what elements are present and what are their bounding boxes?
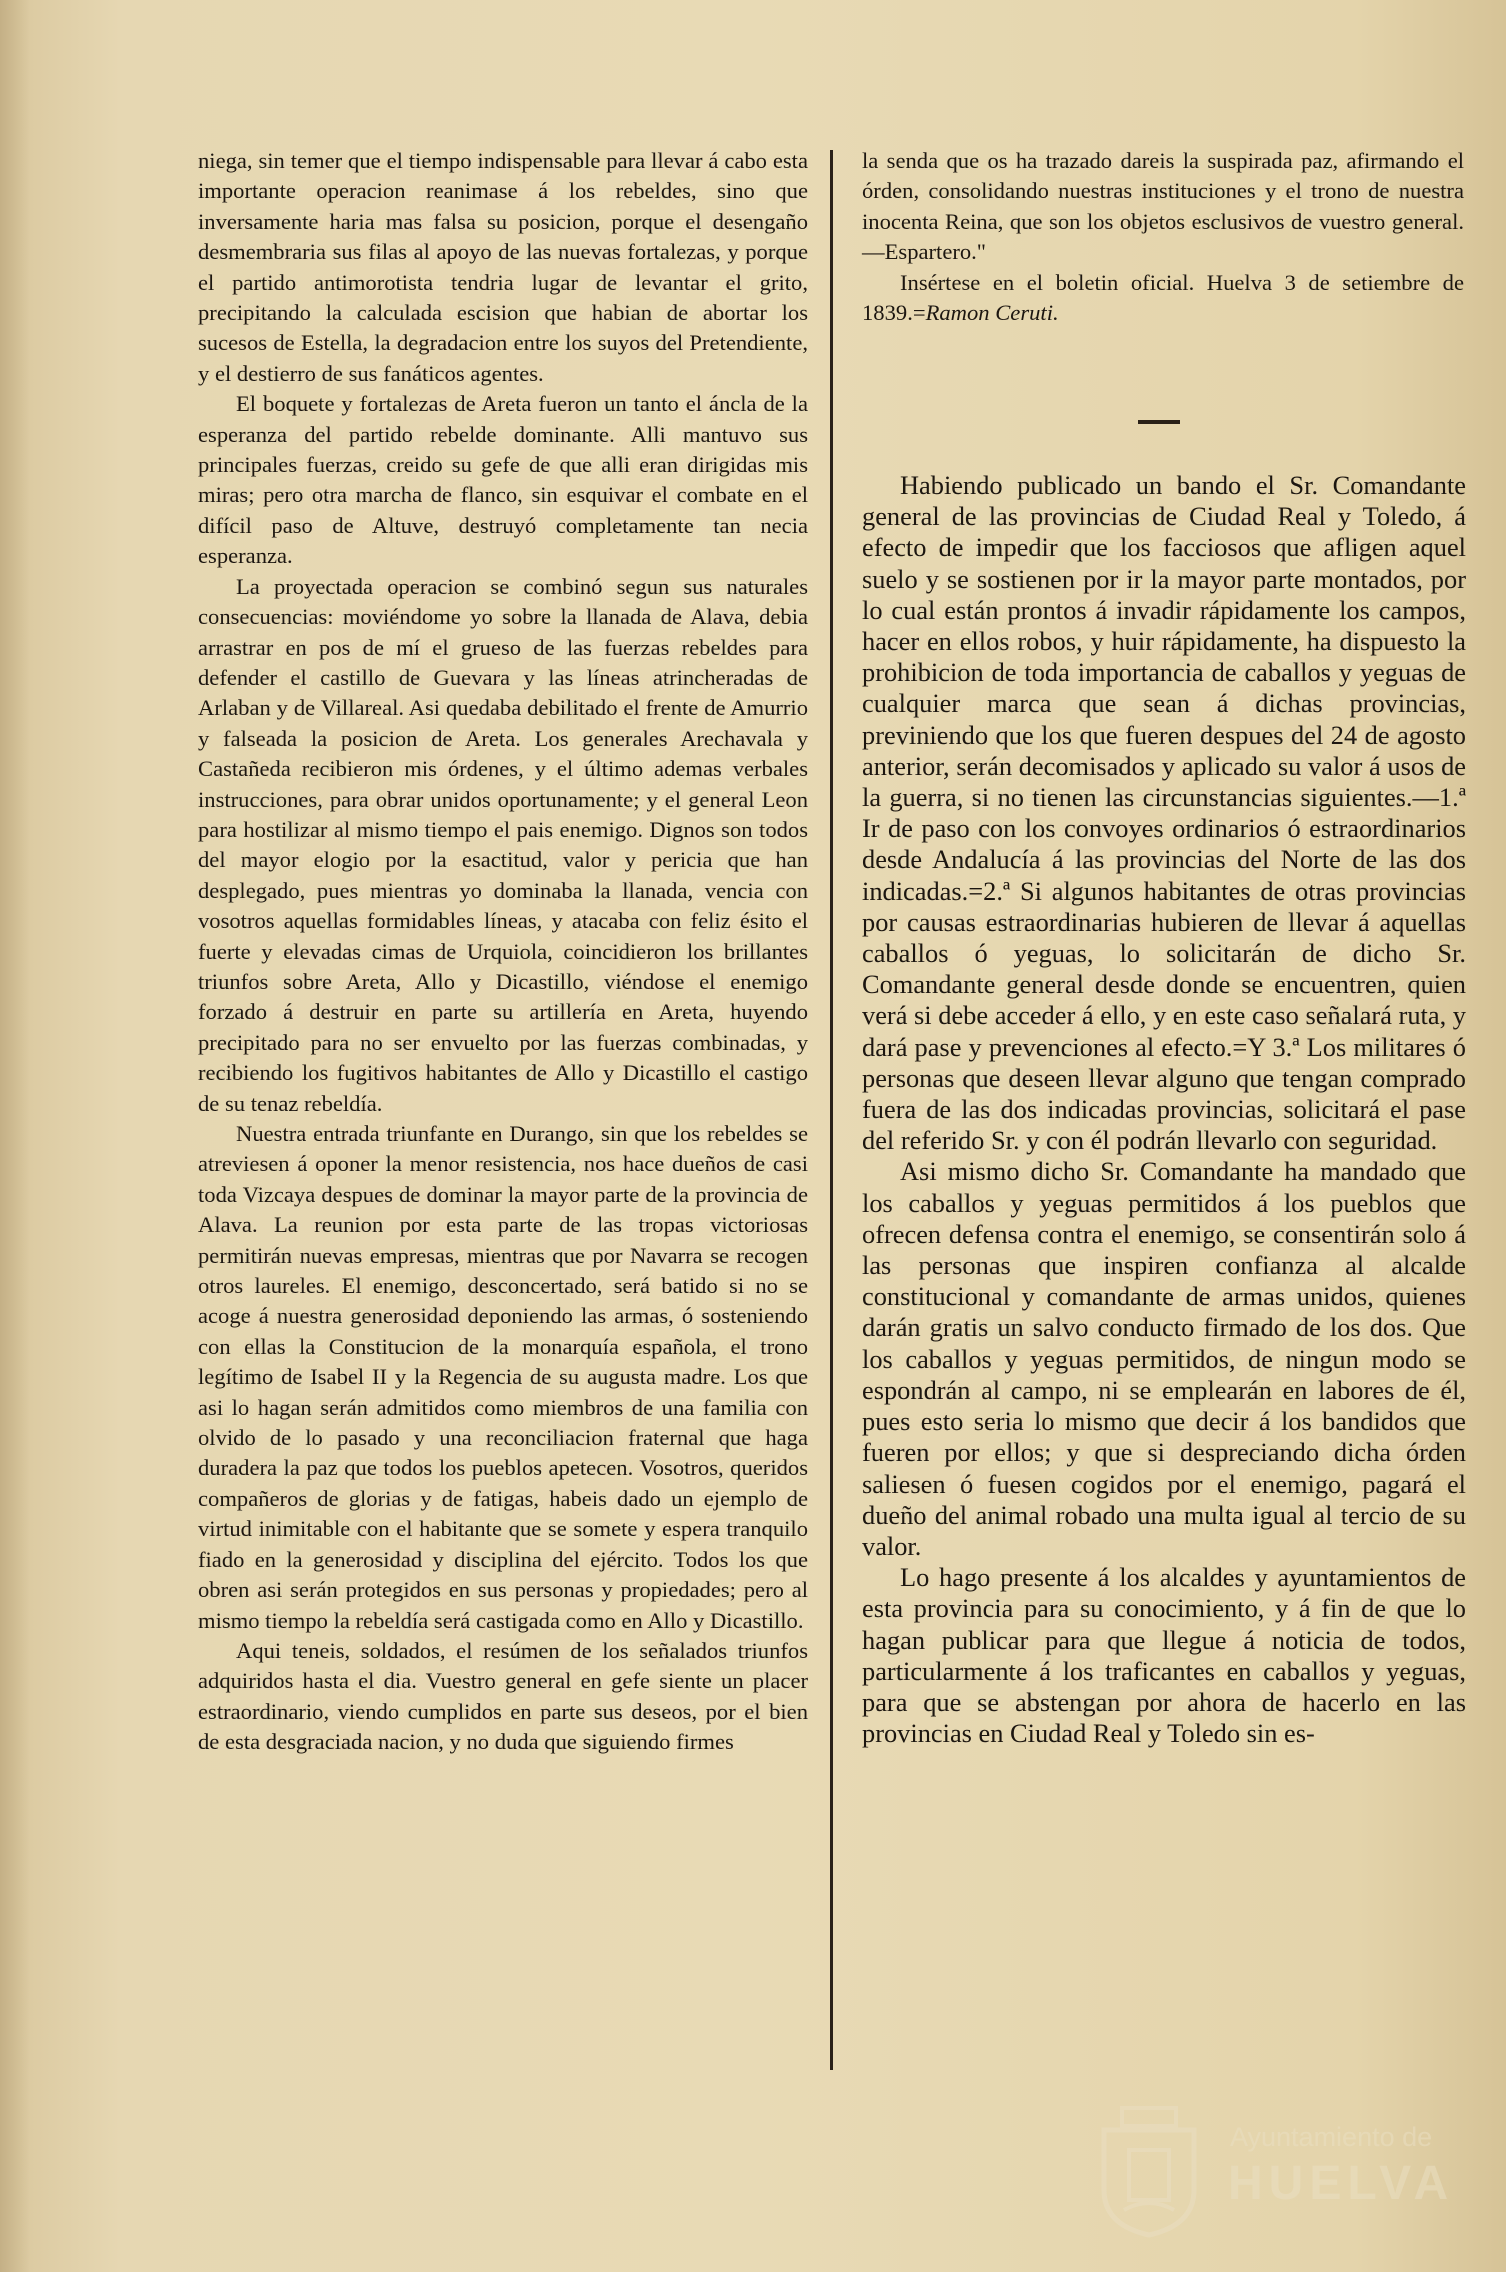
left-paragraph-4: Nuestra entrada triunfante en Durango, sin que los rebeldes se atreviesen á oponer la menor resistencia, nos hace dueños de casi toda Vizcaya despues de dominar la mayor parte de la provincia de Alava. La reunion por esta parte de las tropas victoriosas permitirán nuevas empresas, mientras que por Navarra se recogen otros laureles. El enemigo, desconcertado, será batido si no se acoge á nuestra generosidad deponiendo las armas, ó sosteniendo con ellas la Constitucion de la monarquía española, el trono legítimo de Isabel II y la Regencia de su augusta madre. Los que asi lo hagan serán admitidos como miembros de una familia con olvido de lo pasado y una reconciliacion fraternal que haga duradera la paz que todos los pueblos apetecen. Vosotros, queridos compañeros de glorias y de fatigas, habeis dado un ejemplo de virtud inimitable con el habitante que se somete y espera tranquilo fiado en la generosidad y disciplina del ejército. Todos los que obren asi serán protegidos en sus personas y propiedades; pero al mismo tiempo la rebeldía será castigada como en Allo y Dicastillo. xyxy=(198,1121,808,1633)
left-paragraph-5: Aqui teneis, soldados, el resúmen de los señalados triunfos adquiridos hasta el dia. Vuestro general en gefe siente un placer estraordinario, viendo cumplidos en parte sus deseos, por el bien de esta desgraciada nacion, y no duda que siguiendo firmes xyxy=(198,1637,808,1755)
signature: Ramon Ceruti. xyxy=(925,300,1059,326)
left-column xyxy=(198,146,808,1758)
archive-watermark xyxy=(1084,2100,1454,2240)
left-paragraph-3: La proyectada operacion se combinó segun sus naturales consecuencias: moviéndome yo sobre la llanada de Alava, debia arrastrar en pos de mí el grueso de las fuerzas rebeldes para defender el castillo de Guevara y las líneas atrincheradas de Arlaban y de Villareal. Asi quedaba debilitado el frente de Amurrio y falseada la posicion de Areta. Los generales Arechavala y Castañeda recibieron mis órdenes, y el último ademas verbales instrucciones, para obrar unidos oportunamente; y el general Leon para hostilizar al mismo tiempo el pais enemigo. Dignos son todos del mayor elogio por la esactitud, valor y pericia que han desplegado, pues mientras yo dominaba la llanada, vencia con vosotros aquellas formidables líneas, y atacaba con feliz ésito el fuerte y elevadas cimas de Urquiola, coincidieron los brillantes triunfos sobre Areta, Allo y Dicastillo, viéndose el enemigo forzado á destruir en parte su artillería en Areta, huyendo precipitado para no ser envuelto por las fuerzas combinadas, y recibiendo los fugitivos habitantes de Allo y Dicastillo el castigo de su tenaz rebeldía. xyxy=(198,573,808,1116)
proclamation-ending: la senda que os ha trazado dareis la suspirada paz, afirmando el órden, consolidando nuestras instituciones y el trono de nuestra inocenta Reina, que son los objetos esclusivos de vuestro general.—Espartero." xyxy=(862,148,1464,265)
watermark-line-1: Ayuntamiento de xyxy=(1230,2122,1433,2152)
insertion-order-text: Insértese en el boletin oficial. Huelva 3 de setiembre de 1839.= xyxy=(862,269,1464,326)
decree-paragraph-3: Lo hago presente á los alcaldes y ayuntamientos de esta provincia para su conocimiento, y á fin de que lo hagan publicar para que llegue á noticia de todos, particularmente á los traficantes en caballos y yeguas, para que se abstengan por ahora de hacerlo en las provincias en Ciudad Real y Toledo sin es- xyxy=(862,1562,1466,1749)
column-divider xyxy=(830,150,833,2070)
right-column-top xyxy=(862,146,1464,328)
left-paragraph-2: El boquete y fortalezas de Areta fueron un tanto el áncla de la esperanza del partido rebelde dominante. Alli mantuvo sus principales fuerzas, creido su gefe de que alli eran dirigidas mis miras; pero otra marcha de flanco, sin esquivar el combate en el difícil paso de Altuve, destruyó completamente tan necia esperanza. xyxy=(198,391,808,569)
watermark-line-2: HUELVA xyxy=(1228,2157,1455,2210)
decree-paragraph-2: Asi mismo dicho Sr. Comandante ha mandado que los caballos y yeguas permitidos á los pueblos que ofrecen defensa contra el enemigo, se consentirán solo á las personas que inspiren confianza al alcalde constitucional y comandante de armas unidos, quienes darán gratis un salvo conducto firmado de los dos. Que los caballos y yeguas permitidos, de ningun modo se espondrán al campo, ni se emplearán en labores de él, pues esto seria lo mismo que decir á los bandidos que fueren por ellos; y que si despreciando dicha órden saliesen ó fuesen cogidos por el enemigo, pagará el dueño del animal robado una multa igual al tercio de su valor. xyxy=(862,1156,1466,1561)
binding-shadow xyxy=(0,0,30,2272)
city-coat-of-arms-icon xyxy=(1084,2100,1214,2240)
decree-paragraph-1: Habiendo publicado un bando el Sr. Comandante general de las provincias de Ciudad Real y Toledo, á efecto de impedir que los facciosos que afligen aquel suelo y se sostienen por ir la mayor parte montados, por lo cual están prontos á invadir rápidamente los campos, hacer en ellos robos, y huir rápidamente, ha dispuesto la prohibicion de toda importancia de caballos y yeguas de cualquier marca que sean á dichas provincias, previniendo que los que fueren despues del 24 de agosto anterior, serán decomisados y aplicado su valor á usos de la guerra, si no tienen las circunstancias siguientes.—1.ª Ir de paso con los convoyes ordinarios ó estraordinarios desde Andalucía á las provincias del Norte de las dos indicadas.=2.ª Si algunos habitantes de otras provincias por causas estraordinarias hubieren de llevar á aquellas caballos ó yeguas, lo solicitarán de dicho Sr. Comandante general desde donde se encuentren, quien verá si debe acceder á ello, y en este caso señalará ruta, y dará pase y prevenciones al efecto.=Y 3.ª Los militares ó personas que deseen llevar alguno que tengan comprado fuera de las dos indicadas provincias, solicitará el pase del referido Sr. y con él podrán llevarlo con seguridad. xyxy=(862,470,1466,1156)
right-column-main xyxy=(862,470,1466,1749)
insertion-order xyxy=(862,268,1464,329)
left-paragraph-1: niega, sin temer que el tiempo indispensable para llevar á cabo esta importante operacion reanimase á los rebeldes, sino que inversamente haria mas falsa su posicion, porque el desengaño desmembraria sus filas al apoyo de las nuevas fortalezas, y porque el partido antimorotista tendria lugar de levantar el grito, precipitando la calculada escision que habian de abortar los sucesos de Estella, la degradacion entre los suyos del Pretendiente, y el destierro de sus fanáticos agentes. xyxy=(198,148,808,386)
section-separator xyxy=(1138,420,1180,424)
